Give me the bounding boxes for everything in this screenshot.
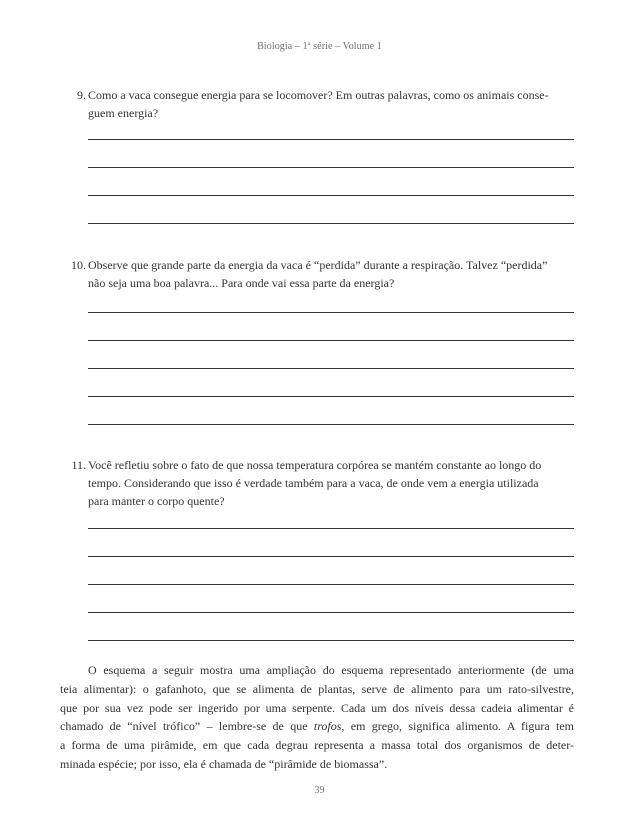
question-text-line: não seja uma boa palavra... Para onde vai essa parte da energia? [88, 276, 395, 290]
question-text-line: guem energia? [88, 106, 159, 120]
answer-line[interactable] [88, 139, 574, 140]
paragraph-line: minada espécie; por isso, ela é chamada de “pirâmide de biomassa”. [60, 756, 388, 771]
question-text [88, 256, 574, 292]
paragraph-line: que por sua vez pode ser ingerido por uma serpente. Cada um dos níveis dessa cadeia alimentar é [60, 700, 574, 715]
page-number: 39 [314, 785, 325, 796]
paragraph-line: O esquema a seguir mostra uma ampliação do esquema representado anteriormente (de uma [88, 663, 574, 677]
question-11 [60, 456, 574, 510]
paragraph-line: teia alimentar): o gafanhoto, que se alimenta de plantas, serve de alimento para um rato-silvestre, [60, 681, 574, 696]
body-paragraph [60, 661, 574, 774]
answer-line[interactable] [88, 424, 574, 425]
answer-line[interactable] [88, 528, 574, 529]
answer-line[interactable] [88, 556, 574, 557]
question-text [88, 86, 574, 122]
question-text-line: tempo. Considerando que isso é verdade também para a vaca, de onde vem a energia utilizada [88, 476, 539, 490]
answer-line[interactable] [88, 167, 574, 168]
question-text-line: Você refletiu sobre o fato de que nossa temperatura corpórea se mantém constante ao longo do [88, 458, 542, 472]
paragraph-text: chamado de “nível trófico” – lembre-se de que [60, 719, 314, 734]
question-9 [60, 86, 574, 122]
page-header: Biologia – 1ª série – Volume 1 [257, 41, 382, 52]
answer-line[interactable] [88, 312, 574, 313]
answer-line[interactable] [88, 640, 574, 641]
question-text-line: Como a vaca consegue energia para se locomover? Em outras palavras, como os animais conse- [88, 88, 549, 102]
italic-term: trofos [313, 719, 342, 734]
answer-line[interactable] [88, 584, 574, 585]
answer-line[interactable] [88, 396, 574, 397]
question-text-line: para manter o corpo quente? [88, 494, 225, 508]
answer-line[interactable] [88, 195, 574, 196]
question-number: 10. [71, 258, 86, 272]
answer-line[interactable] [88, 223, 574, 224]
answer-line[interactable] [88, 612, 574, 613]
question-text-line: Observe que grande parte da energia da vaca é “perdida” durante a respiração. Talvez “perdida” [88, 258, 548, 272]
question-10 [60, 256, 574, 292]
question-text [88, 456, 574, 510]
question-number: 11. [71, 458, 86, 472]
answer-line[interactable] [88, 340, 574, 341]
question-number: 9. [77, 88, 86, 102]
paragraph-line [60, 717, 574, 736]
paragraph-text: , em grego, significa alimento. A figura tem [341, 719, 574, 734]
paragraph-line: a forma de uma pirâmide, em que cada degrau representa a massa total dos organismos de deter- [60, 738, 574, 753]
answer-line[interactable] [88, 368, 574, 369]
